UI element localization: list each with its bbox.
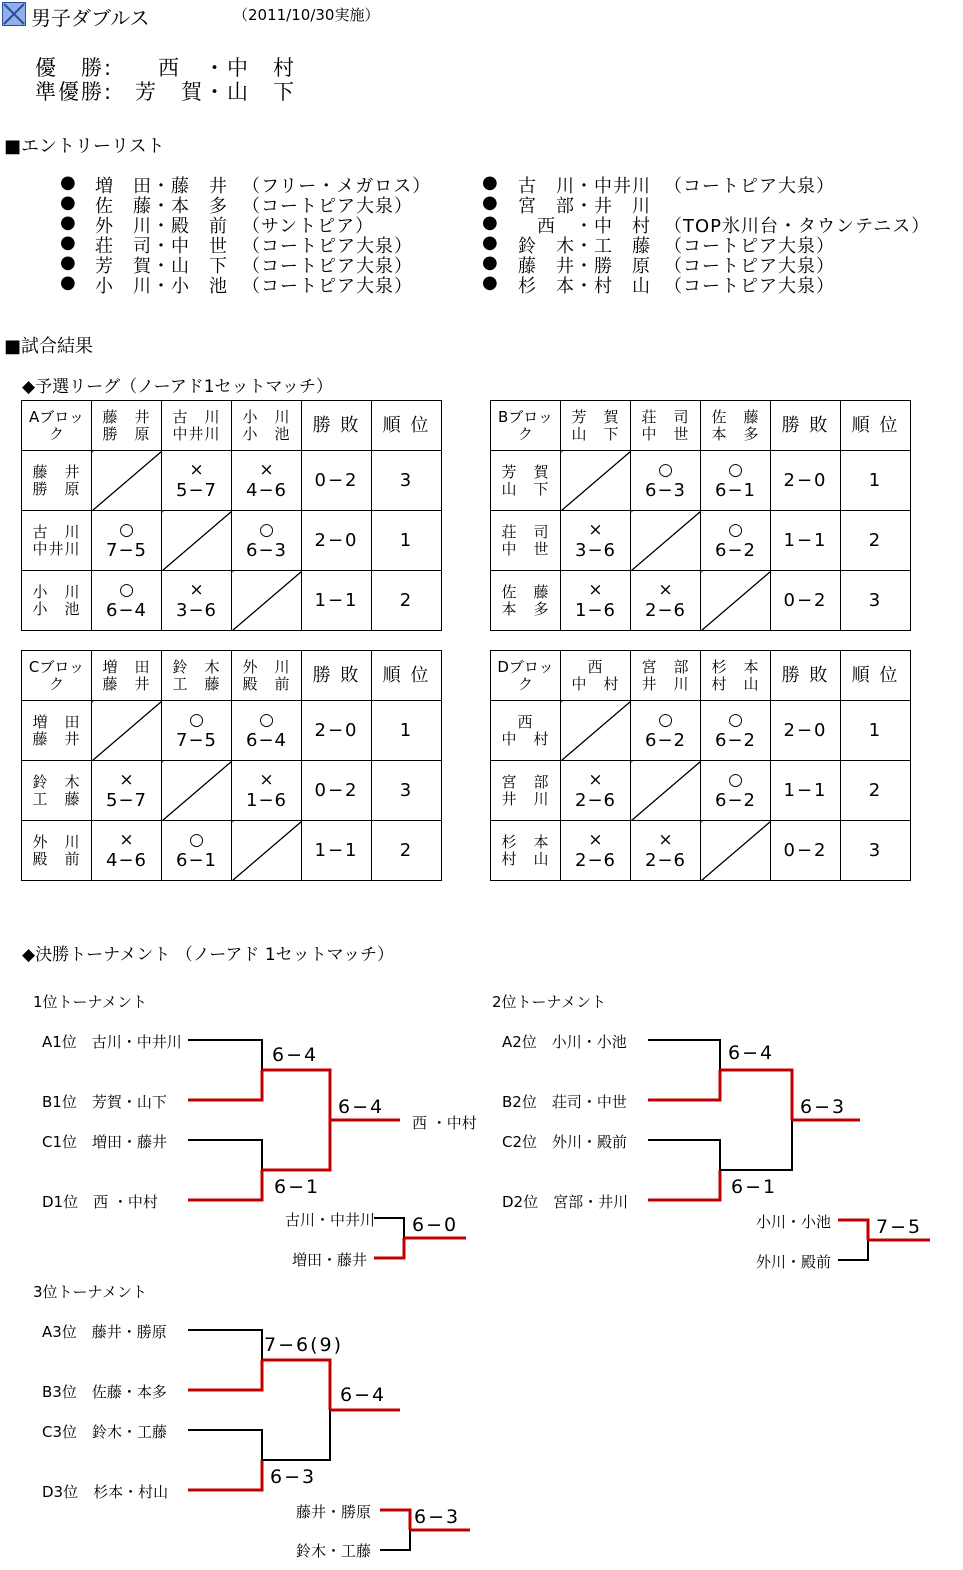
player-name-line: 中井川 <box>32 539 81 558</box>
rank-value: 3 <box>841 821 911 881</box>
player-name-line: 西 <box>587 657 604 676</box>
match-score: 2−6 <box>645 849 686 871</box>
results-heading: ■試合結果 <box>4 336 94 357</box>
loss-mark: × <box>588 579 603 600</box>
t3-line-a <box>188 1330 262 1360</box>
event-date: （2011/10/30実施） <box>233 6 380 24</box>
player-name-line: 古 川 <box>172 407 221 426</box>
t2-line-d <box>648 1170 720 1200</box>
block-label: Bブロック <box>491 401 561 451</box>
rank-value: 2 <box>841 511 911 571</box>
player-name-line: 井 川 <box>641 674 690 693</box>
winloss-value: 0−2 <box>771 821 841 881</box>
win-mark: ○ <box>189 829 204 850</box>
t3-third-a-line <box>380 1510 410 1530</box>
winloss-value: 2−0 <box>771 701 841 761</box>
loss-mark: × <box>119 829 134 850</box>
t3-line-c <box>188 1430 262 1460</box>
match-score: 7−5 <box>106 539 147 561</box>
player-name-line: 増 田 <box>102 657 151 676</box>
t1-entrant-c: C1位 増田・藤井 <box>42 1133 168 1151</box>
player-name-line: 山 下 <box>501 479 550 498</box>
t2-semi2-win <box>720 1120 792 1170</box>
match-score: 5−7 <box>176 479 217 501</box>
player-name-line: 工 藤 <box>172 674 221 693</box>
entry-names: 宮 部・井 川 <box>518 196 651 217</box>
match-score: 6−2 <box>715 789 756 811</box>
player-name-line: 芳 賀 <box>501 462 550 481</box>
match-score: 6−4 <box>246 729 287 751</box>
player-name-line: 西 <box>517 712 534 731</box>
player-name-line: 中 世 <box>641 424 690 443</box>
t1-line-c <box>188 1140 262 1170</box>
block-label: Aブロック <box>22 401 92 451</box>
winloss-header: 勝 敗 <box>302 401 372 451</box>
rank-value: 3 <box>372 451 442 511</box>
player-name-line: 佐 藤 <box>501 582 550 601</box>
entry-bullet-icon: ● <box>60 172 76 193</box>
player-name-line: 殿 前 <box>242 674 291 693</box>
player-name-line: 殿 前 <box>32 849 81 868</box>
loss-mark: × <box>588 519 603 540</box>
loss-mark: × <box>189 579 204 600</box>
entry-club: （コートピア大泉） <box>664 236 835 257</box>
champion-names: 西 ・中 村 <box>158 56 296 80</box>
t3-semi1-score: 7−6(9) <box>264 1334 344 1356</box>
rank-value: 2 <box>372 821 442 881</box>
match-score: 6−2 <box>645 729 686 751</box>
winloss-value: 0−2 <box>771 571 841 631</box>
t3-entrant-d: D3位 杉本・村山 <box>42 1483 169 1501</box>
entry-bullet-icon: ● <box>482 212 498 233</box>
player-name-line: 藤 井 <box>32 729 81 748</box>
player-name-line: 村 山 <box>501 849 550 868</box>
t2-entrant-b: B2位 荘司・中世 <box>502 1093 627 1111</box>
player-name-line: 小 川 <box>242 407 291 426</box>
entry-club: （サントピア） <box>242 216 375 237</box>
match-score: 7−5 <box>176 729 217 751</box>
runnerup-names: 芳 賀・山 下 <box>135 80 296 104</box>
winloss-header: 勝 敗 <box>771 651 841 701</box>
match-score: 6−1 <box>176 849 217 871</box>
t2-semi1-score: 6−4 <box>728 1042 775 1064</box>
match-score: 6−3 <box>645 479 686 501</box>
winloss-value: 2−0 <box>302 511 372 571</box>
entry-names: 藤 井・勝 原 <box>518 256 651 277</box>
t1-entrant-b: B1位 芳賀・山下 <box>42 1093 167 1111</box>
player-name-line: 藤 井 <box>102 674 151 693</box>
win-mark: ○ <box>259 519 274 540</box>
runnerup-label: 準優勝: <box>35 80 114 104</box>
t3-line-d <box>188 1460 262 1490</box>
player-name-line: 宮 部 <box>501 772 550 791</box>
entry-club: （コートピア大泉） <box>242 256 413 277</box>
winloss-value: 1−1 <box>302 821 372 881</box>
t2-line-c <box>648 1140 720 1170</box>
t3-entrant-c: C3位 鈴木・工藤 <box>42 1423 168 1441</box>
rank-value: 2 <box>841 761 911 821</box>
entry-club: （コートピア大泉） <box>664 176 835 197</box>
match-score: 6−2 <box>715 539 756 561</box>
player-name-line: 勝 原 <box>32 479 81 498</box>
match-score: 6−1 <box>715 479 756 501</box>
player-name-line: 村 山 <box>711 674 760 693</box>
t1-line-d <box>188 1170 262 1200</box>
t3-third-b-line <box>380 1530 410 1550</box>
match-score: 6−3 <box>246 539 287 561</box>
t1-third-b-line <box>374 1238 404 1258</box>
t3-semi2-win <box>262 1410 330 1460</box>
champion-label: 優 勝: <box>35 56 114 80</box>
t1-line-b <box>188 1070 262 1100</box>
winloss-value: 0−2 <box>302 451 372 511</box>
t3-final-score: 6−4 <box>340 1384 387 1406</box>
player-name-line: 本 多 <box>501 599 550 618</box>
winloss-value: 0−2 <box>302 761 372 821</box>
winloss-value: 2−0 <box>302 701 372 761</box>
t1-third-b: 増田・藤井 <box>292 1251 368 1269</box>
entry-club: （コートピア大泉） <box>242 236 413 257</box>
rank-value: 1 <box>841 701 911 761</box>
player-name-line: 荘 司 <box>641 407 690 426</box>
rank-header: 順 位 <box>372 401 442 451</box>
finals-heading: ◆決勝トーナメント （ノーアド 1セットマッチ） <box>22 945 394 965</box>
entry-names: 杉 本・村 山 <box>518 276 651 297</box>
t3-line-b <box>188 1360 262 1390</box>
t1-third-a: 古川・中井川 <box>285 1211 376 1229</box>
win-mark: ○ <box>259 709 274 730</box>
win-mark: ○ <box>658 709 673 730</box>
match-score: 2−6 <box>575 849 616 871</box>
t1-semi1-score: 6−4 <box>272 1044 319 1066</box>
match-score: 2−6 <box>575 789 616 811</box>
match-score: 6−4 <box>106 599 147 621</box>
entry-bullet-icon: ● <box>60 212 76 233</box>
player-name-line: 宮 部 <box>641 657 690 676</box>
player-name-line: 杉 本 <box>501 832 550 851</box>
t3-semi2-score: 6−3 <box>270 1466 317 1488</box>
player-name-line: 小 川 <box>32 582 81 601</box>
rank-value: 3 <box>841 571 911 631</box>
match-score: 4−6 <box>246 479 287 501</box>
match-score: 1−6 <box>246 789 287 811</box>
winloss-value: 1−1 <box>302 571 372 631</box>
entry-bullet-icon: ● <box>482 172 498 193</box>
loss-mark: × <box>119 769 134 790</box>
player-name-line: 古 川 <box>32 522 81 541</box>
t2-entrant-a: A2位 小川・小池 <box>502 1033 627 1051</box>
t1-semi2-score: 6−1 <box>274 1176 321 1198</box>
tournament1-title: 1位トーナメント <box>33 993 147 1011</box>
t2-entrant-c: C2位 外川・殿前 <box>502 1133 628 1151</box>
match-score: 1−6 <box>575 599 616 621</box>
player-name-line: 増 田 <box>32 712 81 731</box>
t3-entrant-a: A3位 藤井・勝原 <box>42 1323 167 1341</box>
t2-third-a: 小川・小池 <box>756 1213 832 1231</box>
entry-bullet-icon: ● <box>60 272 76 293</box>
winloss-header: 勝 敗 <box>302 651 372 701</box>
match-score: 6−2 <box>715 729 756 751</box>
t1-semi2-win <box>262 1120 330 1170</box>
t1-entrant-a: A1位 古川・中井川 <box>42 1033 182 1051</box>
player-name-line: 鈴 木 <box>32 772 81 791</box>
player-name-line: 工 藤 <box>32 789 81 808</box>
entry-club: （TOP氷川台・タウンテニス） <box>664 216 931 237</box>
entry-names: 西 ・中 村 <box>518 216 651 237</box>
player-name-line: 荘 司 <box>501 522 550 541</box>
t2-third-b-line <box>838 1240 868 1260</box>
win-mark: ○ <box>728 519 743 540</box>
rank-header: 順 位 <box>841 651 911 701</box>
player-name-line: 中 村 <box>571 674 620 693</box>
match-score: 3−6 <box>176 599 217 621</box>
entry-names: 古 川・中井川 <box>518 176 651 197</box>
win-mark: ○ <box>728 769 743 790</box>
player-name-line: 井 川 <box>501 789 550 808</box>
page-title: 男子ダブルス <box>31 6 150 30</box>
t3-third-score: 6−3 <box>414 1506 461 1528</box>
t2-semi2-score: 6−1 <box>731 1176 778 1198</box>
entry-names: 荘 司・中 世 <box>95 236 228 257</box>
entry-club: （コートピア大泉） <box>242 276 413 297</box>
win-mark: ○ <box>728 459 743 480</box>
match-score: 4−6 <box>106 849 147 871</box>
entry-club: （コートピア大泉） <box>664 276 835 297</box>
player-name-line: 芳 賀 <box>571 407 620 426</box>
player-name-line: 藤 井 <box>32 462 81 481</box>
rank-header: 順 位 <box>372 651 442 701</box>
player-name-line: 中井川 <box>172 424 221 443</box>
rank-header: 順 位 <box>841 401 911 451</box>
rank-value: 1 <box>372 701 442 761</box>
t1-final-score: 6−4 <box>338 1096 385 1118</box>
entry-bullet-icon: ● <box>482 252 498 273</box>
match-score: 5−7 <box>106 789 147 811</box>
player-name-line: 外 川 <box>32 832 81 851</box>
win-mark: ○ <box>119 519 134 540</box>
entry-names: 鈴 木・工 藤 <box>518 236 651 257</box>
t1-third-a-line <box>374 1218 404 1238</box>
player-name-line: 山 下 <box>571 424 620 443</box>
t1-entrant-d: D1位 西 ・中村 <box>42 1193 158 1211</box>
t2-third-b: 外川・殿前 <box>756 1253 832 1271</box>
entry-names: 外 川・殿 前 <box>95 216 228 237</box>
tournament2-title: 2位トーナメント <box>492 993 606 1011</box>
win-mark: ○ <box>119 579 134 600</box>
loss-mark: × <box>259 459 274 480</box>
match-score: 2−6 <box>645 599 686 621</box>
block-label: Dブロック <box>491 651 561 701</box>
t2-semi1-win <box>720 1070 792 1120</box>
match-score: 3−6 <box>575 539 616 561</box>
player-name-line: 小 池 <box>32 599 81 618</box>
t1-semi1-win <box>262 1070 330 1120</box>
entry-names: 小 川・小 池 <box>95 276 228 297</box>
entry-bullet-icon: ● <box>60 192 76 213</box>
player-name-line: 中 村 <box>501 729 550 748</box>
rank-value: 1 <box>372 511 442 571</box>
t1-winner: 西 ・中村 <box>412 1114 477 1132</box>
player-name-line: 藤 井 <box>102 407 151 426</box>
block-label: Cブロック <box>22 651 92 701</box>
tournament3-title: 3位トーナメント <box>33 1283 147 1301</box>
player-name-line: 小 池 <box>242 424 291 443</box>
loss-mark: × <box>658 579 673 600</box>
entry-club: （フリー・メガロス） <box>242 176 432 197</box>
winloss-value: 1−1 <box>771 511 841 571</box>
loss-mark: × <box>588 829 603 850</box>
player-name-line: 勝 原 <box>102 424 151 443</box>
rank-value: 3 <box>372 761 442 821</box>
player-name-line: 佐 藤 <box>711 407 760 426</box>
loss-mark: × <box>189 459 204 480</box>
win-mark: ○ <box>189 709 204 730</box>
win-mark: ○ <box>658 459 673 480</box>
entry-bullet-icon: ● <box>60 252 76 273</box>
entry-bullet-icon: ● <box>482 192 498 213</box>
loss-mark: × <box>259 769 274 790</box>
entry-names: 佐 藤・本 多 <box>95 196 228 217</box>
rank-value: 1 <box>841 451 911 511</box>
t2-line-a <box>648 1040 720 1070</box>
entry-bullet-icon: ● <box>482 272 498 293</box>
rank-value: 2 <box>372 571 442 631</box>
t3-third-b: 鈴木・工藤 <box>296 1542 372 1560</box>
t3-third-a: 藤井・勝原 <box>296 1503 372 1521</box>
entry-heading: ■エントリーリスト <box>4 136 165 157</box>
t2-third-a-line <box>838 1220 868 1240</box>
t2-entrant-d: D2位 宮部・井川 <box>502 1193 629 1211</box>
winloss-value: 2−0 <box>771 451 841 511</box>
league-heading: ◆予選リーグ（ノーアド1セットマッチ） <box>22 377 333 397</box>
t3-semi1-win <box>262 1360 330 1410</box>
player-name-line: 杉 本 <box>711 657 760 676</box>
loss-mark: × <box>658 829 673 850</box>
entry-bullet-icon: ● <box>482 232 498 253</box>
entry-names: 増 田・藤 井 <box>95 176 228 197</box>
t2-line-b <box>648 1070 720 1100</box>
t2-third-score: 7−5 <box>876 1216 923 1238</box>
win-mark: ○ <box>728 709 743 730</box>
entry-club: （コートピア大泉） <box>664 256 835 277</box>
loss-mark: × <box>588 769 603 790</box>
t1-third-score: 6−0 <box>412 1214 459 1236</box>
t1-line-a <box>188 1040 262 1070</box>
t2-final-score: 6−3 <box>800 1096 847 1118</box>
entry-names: 芳 賀・山 下 <box>95 256 228 277</box>
entry-club: （コートピア大泉） <box>242 196 413 217</box>
t3-entrant-b: B3位 佐藤・本多 <box>42 1383 167 1401</box>
winloss-header: 勝 敗 <box>771 401 841 451</box>
player-name-line: 中 世 <box>501 539 550 558</box>
player-name-line: 鈴 木 <box>172 657 221 676</box>
player-name-line: 外 川 <box>242 657 291 676</box>
winloss-value: 1−1 <box>771 761 841 821</box>
entry-bullet-icon: ● <box>60 232 76 253</box>
player-name-line: 本 多 <box>711 424 760 443</box>
